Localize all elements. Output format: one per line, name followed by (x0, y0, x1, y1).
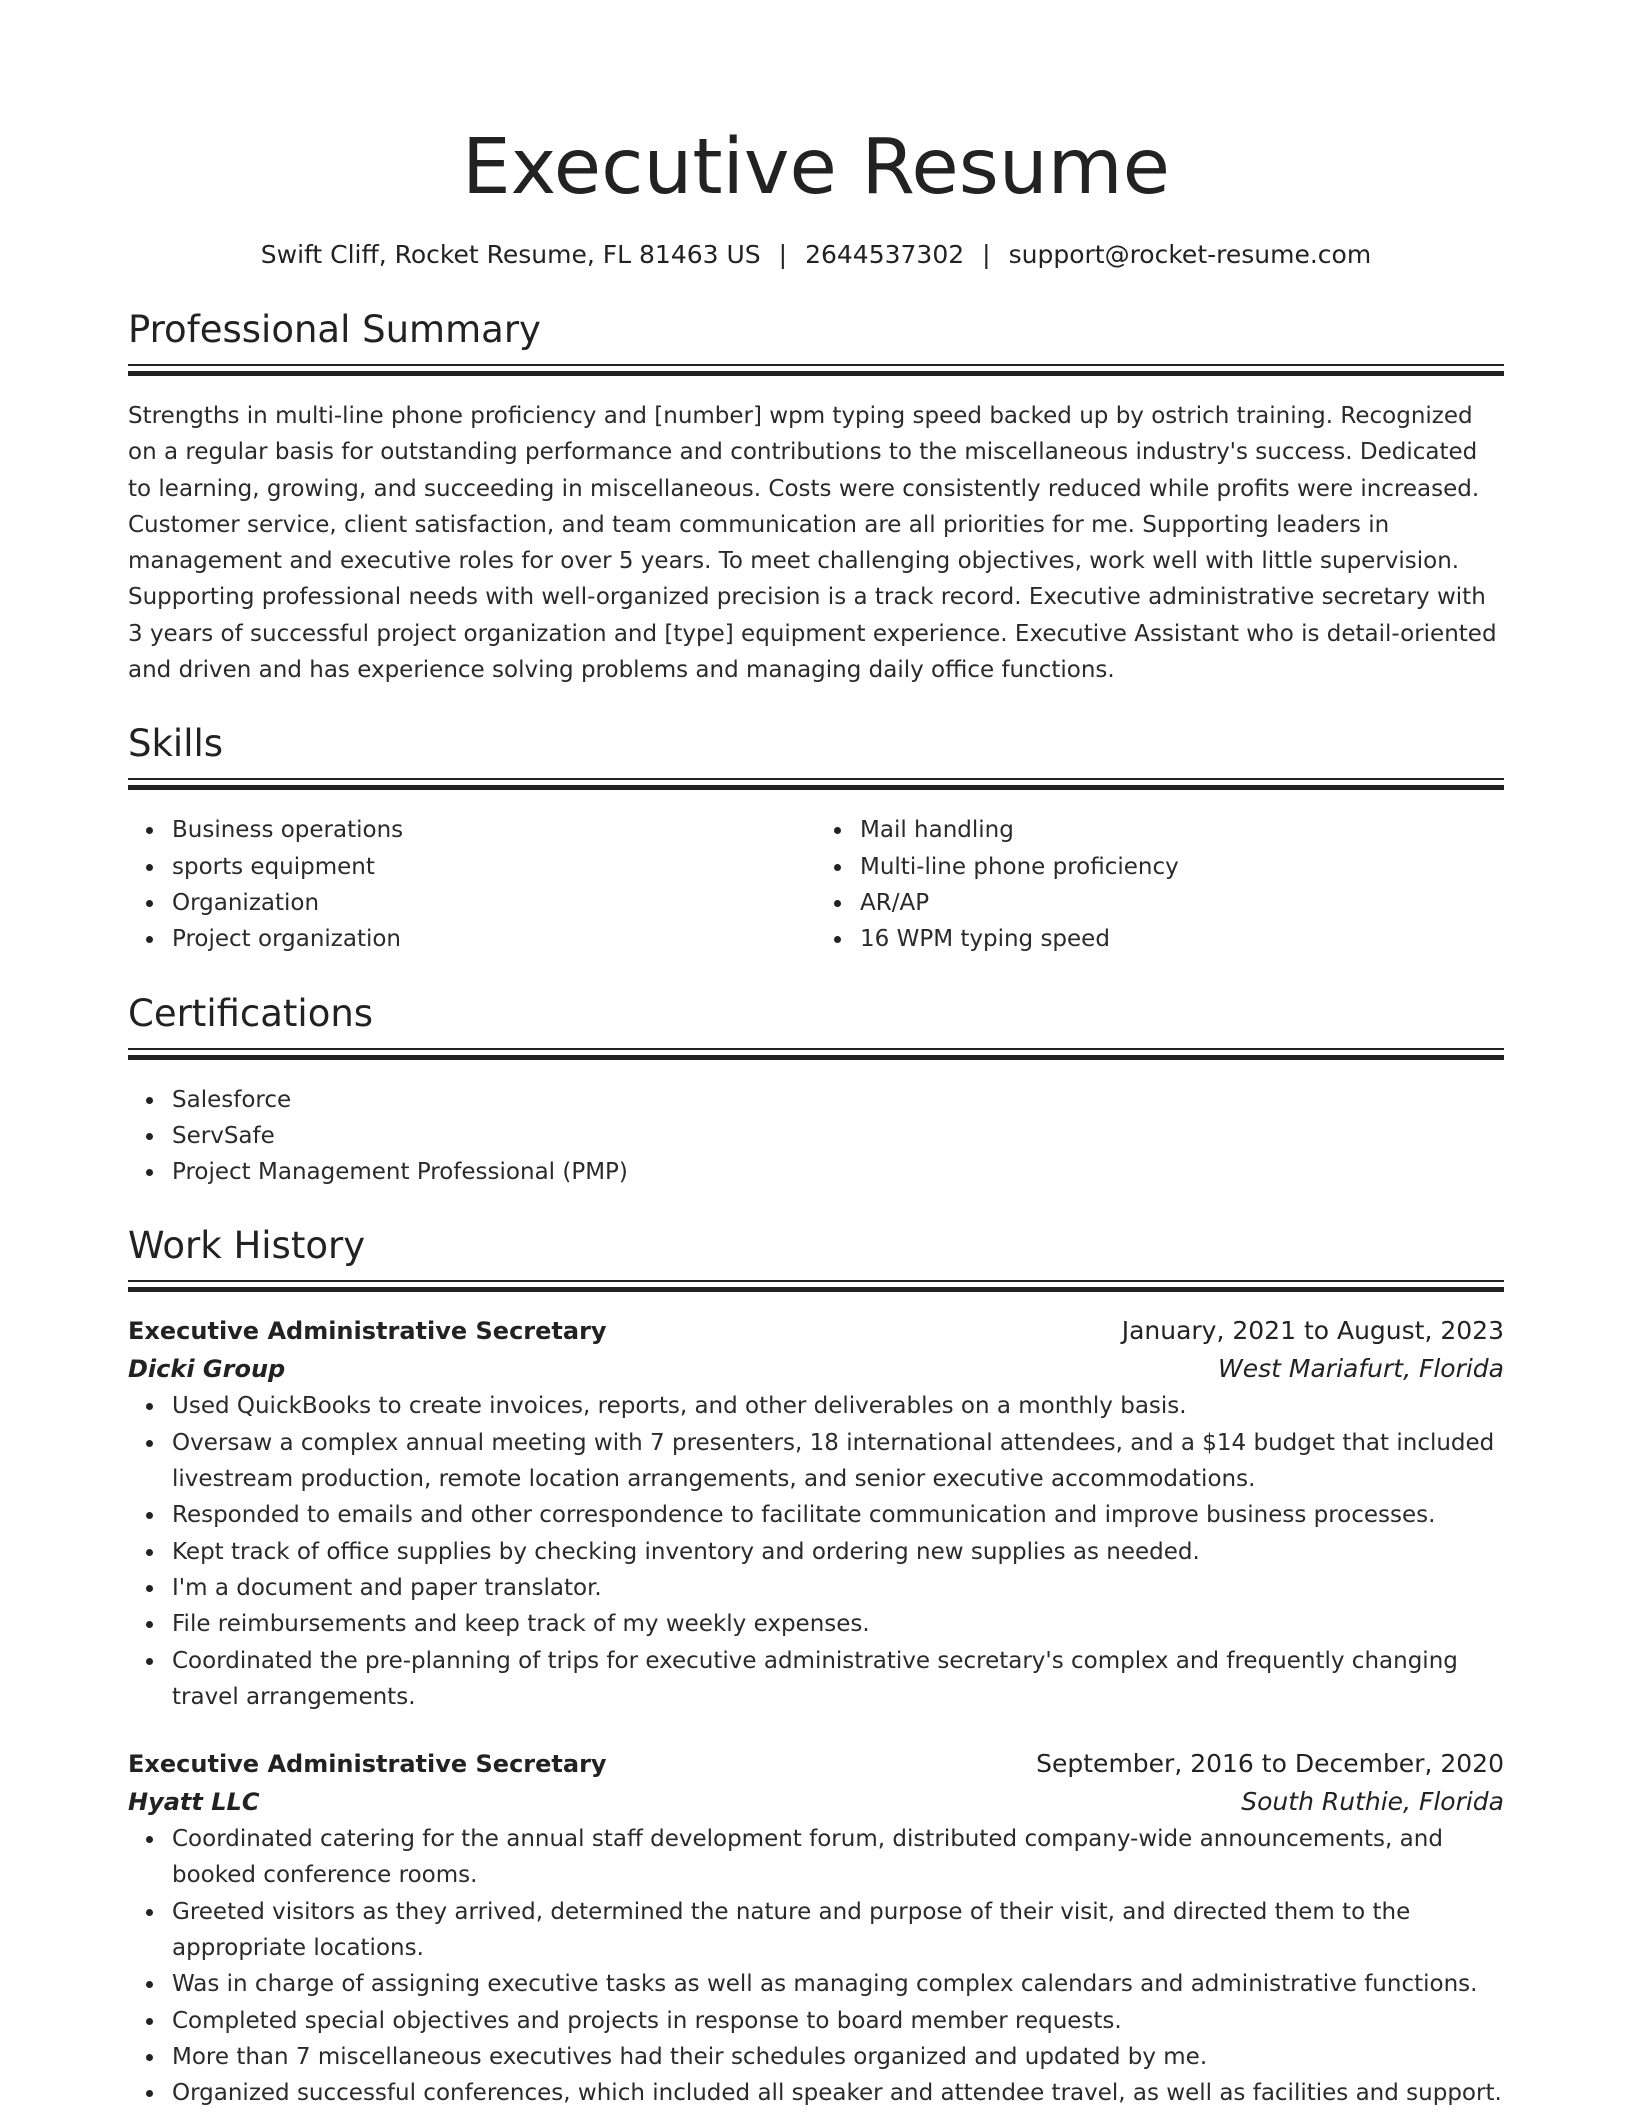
job-bullet: Coordinated the pre-planning of trips for executive administrative secretary's complex and frequently changing travel arrangements. (172, 1643, 1504, 1716)
job-bullets (128, 1821, 1504, 2111)
certification-item: ServSafe (172, 1118, 1504, 1154)
section-divider (128, 364, 1504, 378)
job-header (128, 1312, 1504, 1350)
contact-address: Swift Cliff, Rocket Resume, FL 81463 US (260, 240, 761, 269)
job-bullet: Kept track of office supplies by checking inventory and ordering new supplies as needed. (172, 1534, 1504, 1570)
job-bullet: Responded to emails and other correspondence to facilitate communication and improve business processes. (172, 1497, 1504, 1533)
contact-phone: 2644537302 (805, 240, 965, 269)
certifications-section (128, 990, 1504, 1191)
job-bullets (128, 1388, 1504, 1715)
job-location: South Ruthie, Florida (1241, 1787, 1504, 1817)
job-entry (128, 1745, 1504, 2111)
skills-section (128, 720, 1504, 957)
job-dates: January, 2021 to August, 2023 (1121, 1316, 1504, 1346)
job-header (128, 1745, 1504, 1783)
section-divider (128, 1048, 1504, 1062)
skills-list-left (128, 812, 816, 957)
job-subheader (128, 1783, 1504, 1821)
job-bullet: Was in charge of assigning executive tasks as well as managing complex calendars and administrative functions. (172, 1966, 1504, 2002)
job-bullet: Coordinated catering for the annual staff development forum, distributed company-wide announcements, and booked conference rooms. (172, 1821, 1504, 1894)
section-title-skills: Skills (128, 722, 224, 766)
certifications-list (128, 1082, 1504, 1191)
summary-text: Strengths in multi-line phone proficiency and [number] wpm typing speed backed up by ostrich training. Recognized on a regular basis for outstanding performance and contributions to the miscellaneous industry's success. Dedicated to learning, growing, and succeeding in miscellaneous. Costs were consistently reduced while profits were increased. Customer service, client satisfaction, and team communication are all priorities for me. Supporting leaders in management and executive roles for over 5 years. To meet challenging objectives, work well with little supervision. Supporting professional needs with well-organized precision is a track record. Executive administrative secretary with 3 years of successful project organization and [type] equipment experience. Executive Assistant who is detail-oriented and driven and has experience solving problems and managing daily office functions. (128, 403, 1497, 684)
job-bullet: More than 7 miscellaneous executives had their schedules organized and updated by me. (172, 2039, 1504, 2075)
resume-title: Executive Resume (461, 123, 1171, 212)
job-title: Executive Administrative Secretary (128, 1317, 607, 1346)
contact-email[interactable]: support@rocket-resume.com (1008, 240, 1372, 269)
skill-item: Organization (172, 885, 816, 921)
skill-item: Business operations (172, 812, 816, 848)
job-bullet: Used QuickBooks to create invoices, reports, and other deliverables on a monthly basis. (172, 1388, 1504, 1424)
skill-item: sports equipment (172, 849, 816, 885)
skills-column-right (816, 812, 1504, 957)
job-bullet: Oversaw a complex annual meeting with 7 presenters, 18 international attendees, and a $14 budget that included livestream production, remote location arrangements, and senior executive accommodations. (172, 1425, 1504, 1498)
contact-line (128, 238, 1504, 272)
certification-item: Salesforce (172, 1082, 1504, 1118)
job-bullet: Organized successful conferences, which included all speaker and attendee travel, as well as facilities and support. (172, 2075, 1504, 2111)
summary-section (128, 306, 1504, 688)
job-bullet: File reimbursements and keep track of my weekly expenses. (172, 1606, 1504, 1642)
certification-item: Project Management Professional (PMP) (172, 1154, 1504, 1190)
job-bullet: Completed special objectives and projects in response to board member requests. (172, 2003, 1504, 2039)
section-divider (128, 778, 1504, 792)
skills-columns (128, 812, 1504, 957)
skill-item: Project organization (172, 921, 816, 957)
skill-item: AR/AP (860, 885, 1504, 921)
job-bullet: Greeted visitors as they arrived, determined the nature and purpose of their visit, and directed them to the appropriate locations. (172, 1894, 1504, 1967)
section-title-summary: Professional Summary (128, 308, 541, 351)
section-title-work-history: Work History (128, 1224, 366, 1268)
contact-separator: | (778, 240, 788, 269)
resume-content (128, 0, 1504, 2112)
section-divider (128, 1280, 1504, 1294)
skills-column-left (128, 812, 816, 957)
job-subheader (128, 1350, 1504, 1388)
job-bullet: I'm a document and paper translator. (172, 1570, 1504, 1606)
job-company: Hyatt LLC (128, 1788, 260, 1817)
contact-separator: | (982, 240, 991, 269)
job-dates: September, 2016 to December, 2020 (1036, 1749, 1504, 1779)
job-entry (128, 1312, 1504, 1715)
skill-item: Mail handling (860, 812, 1504, 848)
job-title: Executive Administrative Secretary (128, 1750, 607, 1779)
section-title-certifications: Certifications (128, 991, 374, 1035)
job-company: Dicki Group (128, 1355, 286, 1384)
skill-item: Multi-line phone proficiency (860, 849, 1504, 885)
work-history-section (128, 1222, 1504, 2111)
skill-item: 16 WPM typing speed (860, 921, 1504, 957)
skills-list-right (816, 812, 1504, 957)
job-location: West Mariafurt, Florida (1218, 1354, 1504, 1384)
